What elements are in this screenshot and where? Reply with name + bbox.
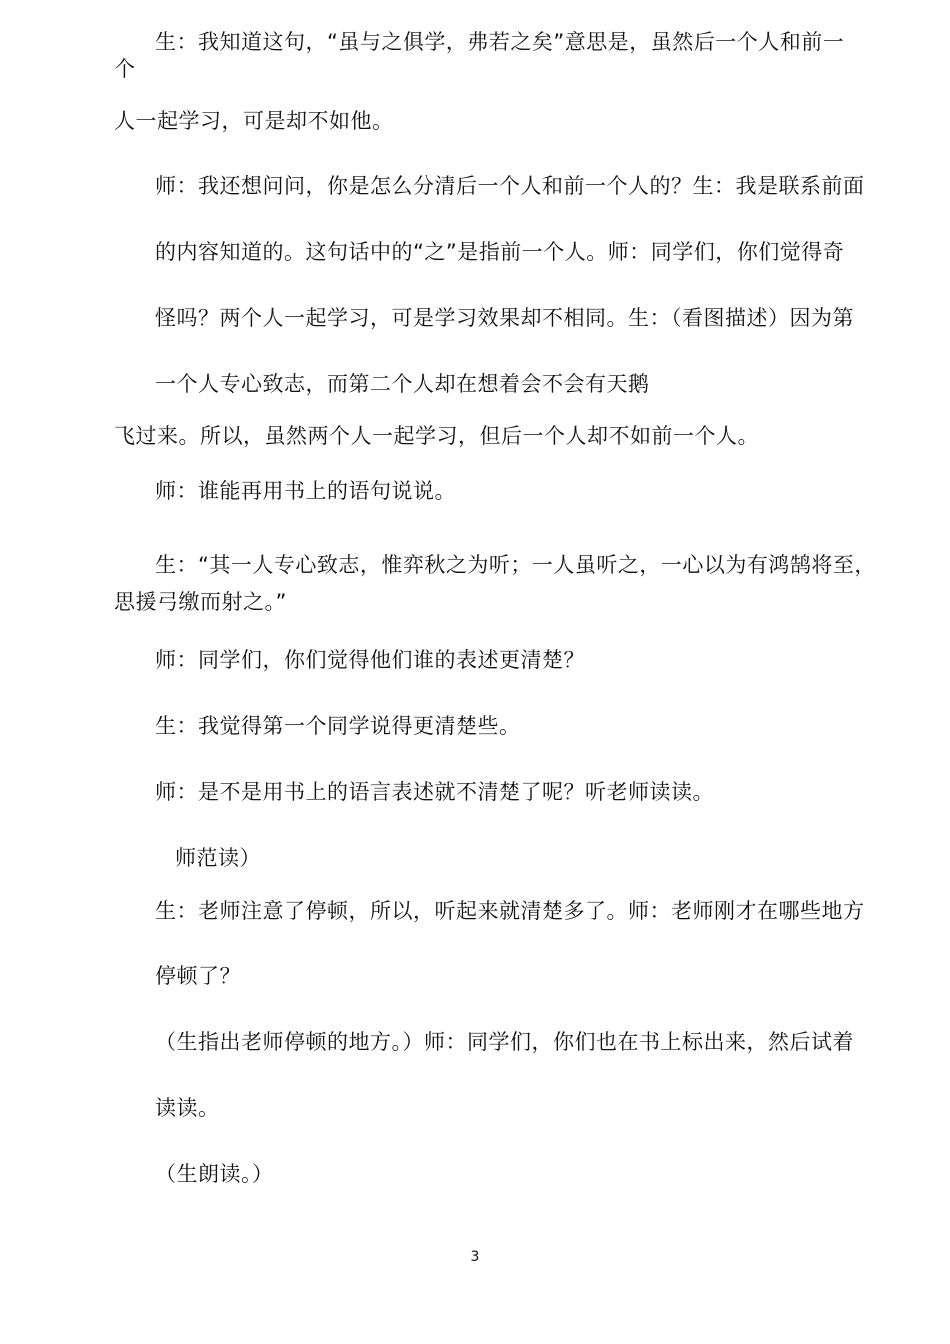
text-line-19: 读读。 xyxy=(155,1096,220,1120)
text-line-10: 生：“其一人专心致志，惟弈秋之为听；一人虽听之，一心以为有鸿鹄将至， xyxy=(155,553,876,577)
text-line-2: 个 xyxy=(114,57,136,81)
text-line-11: 思援弓缴而射之。” xyxy=(114,590,287,614)
page-number: 3 xyxy=(470,1249,480,1265)
text-line-13: 生：我觉得第一个同学说得更清楚些。 xyxy=(155,714,521,738)
text-line-1: 生：我知道这句，“虽与之俱学，弗若之矣”意思是，虽然后一个人和前一 xyxy=(155,30,845,54)
text-line-18: （生指出老师停顿的地方。）师：同学们，你们也在书上标出来，然后试着 xyxy=(155,1030,854,1054)
text-line-20: （生朗读。） xyxy=(155,1162,274,1186)
text-line-12: 师：同学们，你们觉得他们谁的表述更清楚？ xyxy=(155,648,585,672)
text-line-15: 师范读） xyxy=(175,846,261,870)
text-line-6: 怪吗？两个人一起学习，可是学习效果却不相同。生：（看图描述）因为第 xyxy=(155,306,854,330)
text-line-4: 师：我还想问问，你是怎么分清后一个人和前一个人的？生：我是联系前面 xyxy=(155,174,865,198)
text-line-8: 飞过来。所以，虽然两个人一起学习，但后一个人却不如前一个人。 xyxy=(114,424,759,448)
text-line-16: 生：老师注意了停顿，所以，听起来就清楚多了。师：老师刚才在哪些地方 xyxy=(155,899,865,923)
text-line-5: 的内容知道的。这句话中的“之”是指前一个人。师：同学们，你们觉得奇 xyxy=(155,240,845,264)
text-line-14: 师：是不是用书上的语言表述就不清楚了呢？听老师读读。 xyxy=(155,780,714,804)
text-line-9: 师：谁能再用书上的语句说说。 xyxy=(155,479,456,503)
text-line-3: 人一起学习，可是却不如他。 xyxy=(114,109,394,133)
text-line-7: 一个人专心致志，而第二个人却在想着会不会有天鹅 xyxy=(155,372,650,396)
text-line-17: 停顿了？ xyxy=(155,964,241,988)
